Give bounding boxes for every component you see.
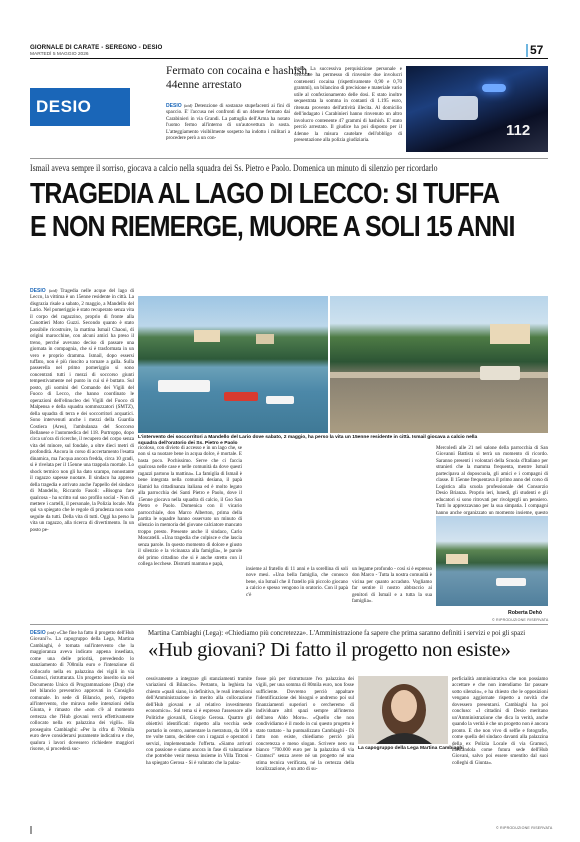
photo-building (194, 330, 220, 342)
photo-building (256, 334, 274, 344)
second-column-2: cessivamente a integrare gli stanziamenti tramite variazioni di Bilancio». Pertanto, la leghista ha chiesto «quali siano, in definitiva, le reali intenzioni dell'Amministrazione in merito alla collocazione dell'Hub giovani e al relativo investimento economico». Sul tema si è espresso l'assessore alle Politiche giovanili, Giorgio Gerosa. Quattro gli obiettivi identificati: rispetto alla vecchia sede portarlo in centro, aumentare la metratura, da 100 a tre volte tanto, decidere con i ragazzi e operatori i servizi, implementando l'offerta. «Siamo arrivati con passione e siamo ancora in fase di valutazione che potrebbe venir messa insieme in Villa Tittoni - ha spiegato Gerosa - Si è valutato che la palaz- (146, 676, 252, 766)
photo-boat (496, 578, 526, 586)
main-ref: (atd) (48, 288, 58, 293)
carabinieri-car-photo (406, 66, 548, 152)
lakeshore-walkway-photo (330, 296, 548, 433)
main-tag: DESIO (30, 288, 46, 294)
councillor-portrait-photo (358, 676, 448, 744)
main-photo-caption: L'intervento dei soccorritori a Mandello del Lario dove sabato, 2 maggio, ha perso la vita un 15enne residente in città. Ismail giocava a calcio nella squadra dell'oratorio dei Ss. Pietro e Paolo (138, 435, 478, 447)
brief-column-2: trollo. La successiva perquisizione personale e veicolare ha permesso di rinvenire due involucri contenenti cocaina (rispettivamente 0,90 e 0,70 grammi), un bilancino di precisione e materiale vario utile al confezionamento delle dosi. E stato inoltre sequestrata la somma in contanti di 1.195 euro, ritenuta provento dell'attività illecita. Al domicilio dell'indagato i Carabinieri hanno rinvenuto un altro involucro contenente 47 grammi di hashish. E' stato perciò arrestato. Il giudice ha poi disposto per il 44enne la misura cautelare dell'obbligo di presentazione alla polizia giudiziaria. (294, 66, 402, 143)
photo-rescue-boat (266, 396, 294, 404)
portrait-illustration (358, 676, 448, 744)
header-rule (30, 58, 548, 59)
main-column-2: ricoloso, con divieto di accesso e in un lago che, se non si sa nuotare bene in acqua dolce, è mortale. E basta poco. Pochissimo. Serve che ci faccia qualcosa nelle case e nelle comunità da dove questi ragazzi partono la mattina». La famiglia di Ismail è bene integrata nella comunità desiana, il papà Hamid ha cittadinanza italiana ed è molto legato alla parrocchia dei Santi Pietro e Paolo, dove il 15enne giocava nella squadra di calcio, il Gso San Pietro e Paolo. Domenica con il vicario parrocchiale, don Marco Alberton, prima della partita le squadre hanno osservato un minuto di silenzio in memoria del giovane calciatore mancato troppo presto. Presente anche il sindaco, Carlo Moscatelli. «Una tragedia che colpisce e che lascia senza parole. In questo momento di dolore e giusto il silenzio e la vicinanza alla famiglia», le parole del primo cittadino che si è anche stretto con il collega lecchese. Distrutti mamma e papà, (138, 445, 242, 568)
lake-rescue-photo (138, 296, 328, 433)
main-headline-line-2: E NON RIEMERGE, MUORE A SOLI 15 ANNI (30, 211, 515, 243)
brief-text-1: Detenzione di sostanze stupefacenti ai fini di spaccio. E' l'accusa nei confronti di un 44enne fermato dai Carabinieri in via Grandi. La pattuglia dell'Arma ha notato l'uomo fermo all'interno di un'autovettura in sosta. L'atteggiamento visibilmente sospetto ha indotto i militari a procedere però a un con- (166, 103, 291, 142)
photo-rescue-boat (224, 392, 258, 401)
page-number: 57 (530, 43, 544, 57)
siren-light (482, 84, 506, 92)
second-ref: (atd) (47, 630, 56, 635)
main-text-1: Tragedia nelle acque del lago di Lecco, la vittima è un 15enne residente in città. La disgrazia risale a sabato, 2 maggio, a Mandello del Lario. Nel pomeriggio è stato recuperato senza vita il corpo del ragazzino, proprio di fronte alla Canottieri Moto Guzzi. Secondo quanto è stato possibile ricostruire, la mattina Ismail Chaoui, di origini marocchine, con alcuni amici ha preso il treno, perché avevano deciso di passare una giornata in compagnia, che si è trasformata in un vero e proprio dramma. Ismail, dopo essersi tuffato, non è più riuscito a tornare a galla. Sulla passerella nel primo pomeriggio si sono concentrati tutti i mezzi di soccorso giunti tempestivamente nel punto in cui si è buttato. Sul posto, gli uomini del Comando dei Vigili del Fuoco di Lecco, che hanno coordinato le operazioni dell'elinucleo dei Vigili del Fuoco di Malpensa e della squadra sommozzatori (SMTZ), della squadra di terra e dei soccorritori acquatici. Sono intervenuti anche i mezzi della Guardia Costiera (Areu), l'ambulanza del Soccorso Bellanese e l'automedica del 118. Purtroppo, dopo circa un'ora di ricerche, il recupero del corpo senza vita del minore, sul fondale, a oltre dieci metri di profondità. Ancora in corso di accertamento l'esatta dinamica, ma l'acqua ancora fredda, circa 10 gradi, si è rivelata per il 15enne una trappola mortale. Lo shock termico non gli ha dato scampo, nonostante il ragazzo sapesse nuotare. Il sindaco ha appreso della tragedia e arrivato anche l'appello del sindaco di Mandello, Riccardo Fasoli: «Bisogna fare qualcosa - ha scritto sul suo profilo social - Non di mettere i cartelli, il personale, la Polizia locale. Ma qui va spiegato che le regole di prudenza non sono seguite da tutti. Della vita di tutti. Oggi ha perso la vita un ragazzo, alla ricerca di divertimento. In un posto pe- (30, 288, 135, 533)
car-emergency-number: 112 (506, 122, 531, 139)
main-column-5: Mercoledì alle 21 nel salone della parrocchia di San Giovanni Battista si terrà un momento di ricordo. Saranno presenti i volontari della Scuola d'Italiano per stranieri che la mamma frequenta, mentre Ismail partecipava al doposcuola, gli amici e i compagni di classe. Il 15enne frequentava il primo anno del corso di Logistica alla scuola professionale del Consorzio Desio Brianza. Proprio ieri, lunedì, gli studenti e gli educatori si sono ritrovati per rivolgergli un pensiero. Tutti lo apprezzavano per la sua simpatia. I compagni hanno anche organizzato un momento insieme, questo (436, 445, 548, 516)
second-headline: «Hub giovani? Di fatto il progetto non esiste» (148, 639, 511, 661)
brief-ref: (atd) (183, 103, 193, 108)
main-headline (30, 178, 515, 244)
main-column-4: un legame profondo - così si è espresso don Marco - Tutta la nostra comunità è vicina per quanto accaduto. Vogliamo far sentire il nostro abbraccio ai genitori di Ismail e a tutta la sua famiglia». (352, 566, 432, 605)
car-body-highlight (438, 96, 478, 120)
issue-date: MARTEDÌ 5 MAGGIO 2026 (30, 52, 89, 57)
photo-pier (480, 366, 520, 380)
lake-detail-photo (436, 516, 548, 606)
main-column-3: insieme al fratello di 11 anni e la sorellina di soli nove mesi. «Una bella famiglia, che conosco bene, sia Ismail che il fratello più piccolo giocano a calcio e spesso vengono in oratorio. Con il papà c'è (246, 566, 348, 598)
second-column-3: fosse più per ristrutturare l'ex palazzina dei vigili, per una somma di 80mila euro, non fosse sufficiente. Dovremo perciò appaltare l'identificazione dei bisogni e andremo poi sul finanziamenti superiori o cercheremo di individuare altri spazi sempre all'interno dell'area Aldo Moro». «Quello che non condividiamo è il modo in cui questo progetto è stato trattato - ha puntualizzato Cambiaghi - Di fatto non esiste, chiediamo perciò più concretezza e meno slogan. Scrivere nero su bianco "700.000 euro per la palazzina di via Gramsci" senza avere né un progetto né una stima tecnica verificata, né la certezza della localizzazione, è un atto di su- (256, 676, 354, 773)
second-tag: DESIO (30, 630, 46, 636)
author-signature: Roberta Dehò (508, 610, 543, 616)
second-kicker: Martina Cambiaghi (Lega): «Chiediamo più concretezza». L'Amministrazione fa sapere che prima saranno definiti i servizi e poi gli spazi (148, 628, 526, 637)
story-divider (30, 624, 548, 625)
page-number-accent (526, 44, 528, 57)
portrait-caption: La capogruppo della Lega Martina Cambiaghi (358, 746, 464, 751)
main-headline-line-1: TRAGEDIA AL LAGO DI LECCO: SI TUFFA (30, 178, 500, 210)
page-edge-mark (30, 826, 32, 834)
copyright-notice: © RIPRODUZIONE RISERVATA (492, 618, 549, 622)
second-copyright-notice: © RIPRODUZIONE RISERVATA (496, 826, 553, 830)
main-kicker: Ismail aveva sempre il sorriso, giocava a calcio nella squadra dei Ss. Pietro e Paolo. Domenica un minuto di silenzio per ricordarlo (30, 163, 438, 174)
photo-building (490, 324, 530, 344)
brief-tag: DESIO (166, 103, 182, 109)
brief-column-1 (166, 103, 290, 142)
photo-rescue-boat (158, 380, 210, 392)
photo-building (446, 554, 468, 564)
second-column-1 (30, 630, 134, 753)
brief-title: Fermato con cocaina e hashish, 44enne arrestato (166, 65, 311, 91)
section-label: DESIO (30, 88, 130, 126)
second-text-1: «Che fine ha fatto il progetto dell'Hub Giovani?». La capogruppo della Lega, Martina Cambiaghi, è tornata sull'intervento che la maggioranza aveva indicato appena insediata, come una delle priorità, prevedendo lo stanziamento di 700mila euro e l'intenzione di collocarlo nella ex palazzina dei vigili in via Gramsci, ristrutturata. Un progetto inserito sia nel Documento Unico di Programmazione (Dup) che nel bilancio preventivo approvati in Consiglio comunale. In sede di Bilancio, però, rispetto all'intervento, che mirava nelle intenzioni della Giunta, è rimasto che «non c'è al momento certezza che l'Hub giovani verrà effettivamente collocato nella ex palazzina dei vigili». Ha proseguito Cambiaghi: «Per la cifra di 700mila euro deve considerarsi puramente indicativa e che, qualora i lavori dovessero richiedere maggiori risorse, si procederà suc- (30, 630, 135, 753)
masthead: GIORNALE DI CARATE - SEREGNO - DESIO (30, 44, 163, 51)
second-column-4: perficialità amministrativa che non possiamo accettare e che non intendiamo far passare sotto silenzio», e ha chiesto che le opposizioni vengano aggiornate rispetto a novità che dovessero presentarsi. Cambiaghi ha poi concluso: «I cittadini di Desio meritano un'Amministrazione che dica la verità, anche quando la verità è che un progetto non è ancora pronto. E che non vivo di selfie e fotografie, come quella del sindaco davanti alla palazzina della ex Polizia Locale di via Gramsci, indicandola come futura sede dell'Hub Giovani, salvo poi essere smentito dal suoi colleghi di Giunta». (452, 676, 548, 766)
section-divider (30, 158, 548, 159)
main-column-1 (30, 288, 134, 533)
